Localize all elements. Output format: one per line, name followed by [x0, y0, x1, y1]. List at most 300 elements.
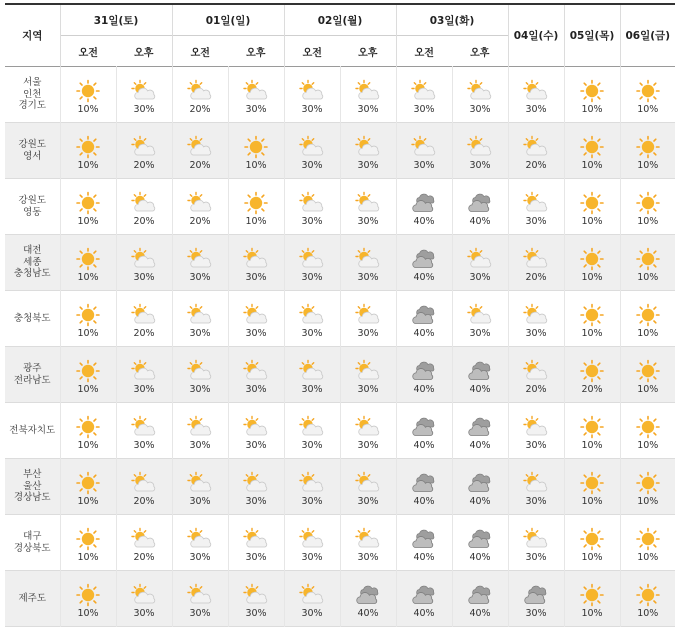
table-row [5, 459, 675, 515]
precipitation-probability: 30% [525, 215, 547, 227]
region-name-line: 전북자치도 [9, 424, 56, 436]
precipitation-probability: 20% [525, 159, 547, 171]
region-column-header: 지역 [22, 30, 43, 42]
forecast-cell [116, 235, 172, 291]
precipitation-probability: 30% [357, 159, 379, 171]
partly-cloudy-icon [521, 415, 551, 439]
precipitation-probability: 30% [133, 439, 155, 451]
forecast-cell [396, 571, 452, 627]
partly-cloudy-icon [241, 583, 271, 607]
forecast-cell [452, 347, 508, 403]
partly-cloudy-icon [297, 471, 327, 495]
region-name [5, 179, 60, 235]
forecast-cell [396, 291, 452, 347]
precipitation-probability: 20% [133, 327, 155, 339]
region-name-line: 대전 [23, 245, 42, 257]
precipitation-probability: 10% [77, 495, 99, 507]
precipitation-probability: 10% [581, 271, 603, 283]
forecast-cell [116, 571, 172, 627]
precipitation-probability: 30% [189, 551, 211, 563]
region-name-line: 울산 [23, 480, 42, 492]
partly-cloudy-icon [465, 303, 495, 327]
pm-header: 오후 [470, 47, 490, 59]
forecast-cell [620, 179, 675, 235]
precipitation-probability: 20% [525, 383, 547, 395]
precipitation-probability: 10% [77, 159, 99, 171]
partly-cloudy-icon [129, 527, 159, 551]
precipitation-probability: 30% [357, 551, 379, 563]
forecast-cell [620, 515, 675, 571]
sunny-icon [73, 79, 103, 103]
sunny-icon [633, 79, 663, 103]
precipitation-probability: 30% [301, 607, 323, 619]
cloudy-icon [409, 247, 439, 271]
pm-header: 오후 [246, 47, 266, 59]
cloudy-icon [409, 471, 439, 495]
precipitation-probability: 40% [469, 383, 491, 395]
precipitation-probability: 30% [357, 495, 379, 507]
precipitation-probability: 10% [77, 607, 99, 619]
forecast-cell [284, 123, 340, 179]
precipitation-probability: 40% [413, 607, 435, 619]
forecast-cell [452, 235, 508, 291]
precipitation-probability: 10% [637, 495, 659, 507]
partly-cloudy-icon [465, 79, 495, 103]
region-name [5, 291, 60, 347]
precipitation-probability: 40% [357, 607, 379, 619]
partly-cloudy-icon [185, 303, 215, 327]
forecast-cell [564, 123, 620, 179]
precipitation-probability: 10% [637, 271, 659, 283]
forecast-cell [228, 403, 284, 459]
precipitation-probability: 20% [189, 215, 211, 227]
cloudy-icon [465, 583, 495, 607]
cloudy-icon [465, 191, 495, 215]
partly-cloudy-icon [409, 79, 439, 103]
cloudy-icon [521, 583, 551, 607]
precipitation-probability: 30% [245, 271, 267, 283]
sunny-icon [73, 527, 103, 551]
partly-cloudy-icon [241, 359, 271, 383]
precipitation-probability: 40% [413, 495, 435, 507]
forecast-cell [340, 179, 396, 235]
partly-cloudy-icon [297, 247, 327, 271]
partly-cloudy-icon [185, 415, 215, 439]
table-row [5, 291, 675, 347]
partly-cloudy-icon [297, 583, 327, 607]
partly-cloudy-icon [353, 247, 383, 271]
precipitation-probability: 30% [133, 383, 155, 395]
region-name-line: 인천 [23, 88, 42, 100]
forecast-cell [172, 291, 228, 347]
sunny-icon [73, 303, 103, 327]
forecast-cell [508, 347, 564, 403]
precipitation-probability: 30% [245, 383, 267, 395]
table-row [5, 123, 675, 179]
partly-cloudy-icon [185, 135, 215, 159]
precipitation-probability: 40% [413, 439, 435, 451]
forecast-cell [508, 179, 564, 235]
partly-cloudy-icon [241, 415, 271, 439]
forecast-cell [60, 571, 116, 627]
forecast-cell [340, 571, 396, 627]
precipitation-probability: 30% [357, 439, 379, 451]
sunny-icon [577, 359, 607, 383]
forecast-cell [172, 67, 228, 123]
precipitation-probability: 30% [301, 383, 323, 395]
sunny-icon [577, 247, 607, 271]
forecast-cell [172, 123, 228, 179]
region-name [5, 571, 60, 627]
forecast-cell [60, 235, 116, 291]
region-name [5, 347, 60, 403]
sunny-icon [73, 471, 103, 495]
table-row [5, 67, 675, 123]
date-header-0: 31일(토) [60, 4, 172, 36]
forecast-cell [60, 459, 116, 515]
precipitation-probability: 30% [189, 271, 211, 283]
forecast-cell [396, 235, 452, 291]
partly-cloudy-icon [297, 527, 327, 551]
partly-cloudy-icon [409, 135, 439, 159]
partly-cloudy-icon [297, 359, 327, 383]
sunny-icon [577, 583, 607, 607]
region-name-line: 세종 [23, 256, 42, 268]
precipitation-probability: 10% [637, 159, 659, 171]
cloudy-icon [409, 583, 439, 607]
forecast-cell [60, 347, 116, 403]
partly-cloudy-icon [353, 79, 383, 103]
precipitation-probability: 20% [133, 551, 155, 563]
forecast-cell [396, 179, 452, 235]
partly-cloudy-icon [185, 527, 215, 551]
precipitation-probability: 40% [469, 607, 491, 619]
forecast-cell [228, 123, 284, 179]
partly-cloudy-icon [465, 135, 495, 159]
partly-cloudy-icon [241, 303, 271, 327]
forecast-cell [228, 179, 284, 235]
partly-cloudy-icon [297, 303, 327, 327]
partly-cloudy-icon [129, 135, 159, 159]
forecast-cell [620, 403, 675, 459]
precipitation-probability: 40% [413, 327, 435, 339]
precipitation-probability: 30% [357, 271, 379, 283]
sunny-icon [73, 583, 103, 607]
precipitation-probability: 10% [581, 495, 603, 507]
precipitation-probability: 30% [301, 103, 323, 115]
precipitation-probability: 30% [301, 159, 323, 171]
forecast-cell [508, 459, 564, 515]
forecast-table-container [5, 3, 675, 627]
sunny-icon [633, 247, 663, 271]
am-header: 오전 [172, 36, 228, 67]
forecast-cell [564, 347, 620, 403]
region-name [5, 235, 60, 291]
precipitation-probability: 30% [189, 383, 211, 395]
precipitation-probability: 10% [581, 439, 603, 451]
region-name-line: 경상남도 [13, 492, 51, 504]
forecast-cell [228, 235, 284, 291]
table-row [5, 179, 675, 235]
forecast-cell [508, 571, 564, 627]
region-name-line: 서울 [23, 77, 42, 89]
cloudy-icon [409, 359, 439, 383]
forecast-cell [340, 403, 396, 459]
precipitation-probability: 10% [77, 551, 99, 563]
forecast-cell [340, 235, 396, 291]
precipitation-probability: 10% [581, 215, 603, 227]
forecast-cell [564, 291, 620, 347]
date-header-4: 04일(수) [508, 4, 564, 67]
region-name-line: 제주도 [18, 592, 47, 604]
partly-cloudy-icon [185, 247, 215, 271]
partly-cloudy-icon [241, 471, 271, 495]
forecast-cell [508, 403, 564, 459]
forecast-cell [284, 179, 340, 235]
precipitation-probability: 40% [469, 495, 491, 507]
sunny-icon [633, 359, 663, 383]
precipitation-probability: 30% [525, 327, 547, 339]
precipitation-probability: 20% [133, 159, 155, 171]
region-name-line: 광주 [23, 363, 42, 374]
partly-cloudy-icon [353, 527, 383, 551]
precipitation-probability: 20% [189, 103, 211, 115]
forecast-cell [60, 123, 116, 179]
forecast-cell [172, 515, 228, 571]
precipitation-probability: 30% [357, 103, 379, 115]
partly-cloudy-icon [297, 135, 327, 159]
table-row [5, 403, 675, 459]
partly-cloudy-icon [297, 79, 327, 103]
precipitation-probability: 20% [189, 159, 211, 171]
precipitation-probability: 10% [581, 551, 603, 563]
precipitation-probability: 30% [189, 607, 211, 619]
partly-cloudy-icon [241, 79, 271, 103]
forecast-cell [508, 515, 564, 571]
forecast-cell [172, 179, 228, 235]
sunny-icon [633, 415, 663, 439]
partly-cloudy-icon [297, 191, 327, 215]
forecast-cell [396, 347, 452, 403]
precipitation-probability: 10% [245, 215, 267, 227]
cloudy-icon [353, 583, 383, 607]
am-header: 오전 [284, 36, 340, 67]
forecast-cell [340, 515, 396, 571]
precipitation-probability: 10% [581, 607, 603, 619]
partly-cloudy-icon [129, 79, 159, 103]
precipitation-probability: 30% [413, 159, 435, 171]
forecast-cell [284, 459, 340, 515]
precipitation-probability: 20% [133, 215, 155, 227]
partly-cloudy-icon [521, 359, 551, 383]
sunny-icon [633, 527, 663, 551]
cloudy-icon [409, 415, 439, 439]
table-row [5, 235, 675, 291]
forecast-cell [284, 347, 340, 403]
table-row [5, 571, 675, 627]
precipitation-probability: 10% [581, 103, 603, 115]
forecast-cell [396, 459, 452, 515]
forecast-cell [284, 403, 340, 459]
sunny-icon [633, 471, 663, 495]
precipitation-probability: 30% [469, 271, 491, 283]
forecast-cell [116, 347, 172, 403]
region-name [5, 515, 60, 571]
table-row [5, 515, 675, 571]
precipitation-probability: 10% [581, 159, 603, 171]
partly-cloudy-icon [353, 471, 383, 495]
cloudy-icon [465, 415, 495, 439]
precipitation-probability: 30% [357, 215, 379, 227]
precipitation-probability: 30% [245, 551, 267, 563]
partly-cloudy-icon [129, 415, 159, 439]
precipitation-probability: 20% [581, 383, 603, 395]
forecast-cell [60, 179, 116, 235]
sunny-icon [633, 303, 663, 327]
forecast-cell [228, 347, 284, 403]
region-name-line: 부산 [23, 469, 42, 481]
sunny-icon [241, 191, 271, 215]
precipitation-probability: 10% [77, 327, 99, 339]
am-header: 오전 [396, 36, 452, 67]
partly-cloudy-icon [353, 303, 383, 327]
forecast-cell [228, 291, 284, 347]
forecast-cell [116, 291, 172, 347]
forecast-cell [620, 347, 675, 403]
precipitation-probability: 30% [245, 607, 267, 619]
precipitation-probability: 30% [245, 103, 267, 115]
partly-cloudy-icon [129, 191, 159, 215]
forecast-cell [116, 123, 172, 179]
partly-cloudy-icon [129, 583, 159, 607]
table-row [5, 347, 675, 403]
region-name-line: 강원도 [18, 195, 47, 206]
precipitation-probability: 30% [189, 327, 211, 339]
sunny-icon [73, 415, 103, 439]
forecast-cell [396, 123, 452, 179]
forecast-cell [452, 403, 508, 459]
forecast-cell [452, 179, 508, 235]
forecast-cell [60, 67, 116, 123]
precipitation-probability: 30% [189, 439, 211, 451]
partly-cloudy-icon [185, 583, 215, 607]
sunny-icon [73, 135, 103, 159]
partly-cloudy-icon [521, 135, 551, 159]
forecast-cell [396, 515, 452, 571]
sunny-icon [73, 359, 103, 383]
forecast-cell [172, 347, 228, 403]
precipitation-probability: 30% [133, 271, 155, 283]
partly-cloudy-icon [185, 471, 215, 495]
forecast-cell [116, 459, 172, 515]
partly-cloudy-icon [521, 247, 551, 271]
precipitation-probability: 20% [133, 495, 155, 507]
precipitation-probability: 30% [245, 439, 267, 451]
partly-cloudy-icon [129, 247, 159, 271]
precipitation-probability: 30% [301, 271, 323, 283]
region-name-line: 충청북도 [13, 312, 51, 324]
partly-cloudy-icon [353, 135, 383, 159]
region-name-line: 대구 [23, 531, 42, 542]
partly-cloudy-icon [521, 191, 551, 215]
precipitation-probability: 40% [413, 215, 435, 227]
forecast-cell [564, 235, 620, 291]
partly-cloudy-icon [185, 191, 215, 215]
precipitation-probability: 30% [189, 495, 211, 507]
date-header-3: 03일(화) [396, 4, 508, 36]
forecast-cell [340, 123, 396, 179]
forecast-cell [60, 403, 116, 459]
forecast-cell [396, 403, 452, 459]
region-name [5, 459, 60, 515]
forecast-cell [620, 123, 675, 179]
region-name [5, 67, 60, 123]
precipitation-probability: 30% [357, 383, 379, 395]
precipitation-probability: 30% [245, 495, 267, 507]
sunny-icon [241, 135, 271, 159]
region-name-line: 영동 [23, 206, 42, 218]
precipitation-probability: 30% [469, 103, 491, 115]
sunny-icon [73, 191, 103, 215]
partly-cloudy-icon [241, 527, 271, 551]
sunny-icon [577, 79, 607, 103]
forecast-cell [284, 571, 340, 627]
precipitation-probability: 30% [469, 327, 491, 339]
precipitation-probability: 30% [245, 327, 267, 339]
partly-cloudy-icon [521, 79, 551, 103]
forecast-cell [508, 123, 564, 179]
forecast-cell [340, 291, 396, 347]
am-header: 오전 [60, 36, 116, 67]
region-name-line: 경기도 [18, 100, 47, 112]
forecast-cell [452, 291, 508, 347]
region-name-line: 충청남도 [13, 268, 51, 280]
sunny-icon [577, 415, 607, 439]
header-date-row [5, 4, 675, 36]
precipitation-probability: 30% [133, 607, 155, 619]
precipitation-probability: 20% [525, 271, 547, 283]
precipitation-probability: 40% [469, 215, 491, 227]
precipitation-probability: 30% [301, 439, 323, 451]
date-header-2: 02일(월) [284, 4, 396, 36]
forecast-cell [60, 291, 116, 347]
partly-cloudy-icon [185, 359, 215, 383]
pm-header: 오후 [134, 47, 154, 59]
forecast-cell [564, 515, 620, 571]
precipitation-probability: 10% [637, 551, 659, 563]
forecast-cell [60, 515, 116, 571]
precipitation-probability: 10% [77, 439, 99, 451]
precipitation-probability: 40% [413, 271, 435, 283]
sunny-icon [73, 247, 103, 271]
precipitation-probability: 10% [77, 271, 99, 283]
sunny-icon [577, 303, 607, 327]
forecast-cell [116, 179, 172, 235]
partly-cloudy-icon [353, 359, 383, 383]
partly-cloudy-icon [465, 247, 495, 271]
date-header-6: 06일(금) [620, 4, 675, 67]
precipitation-probability: 40% [469, 551, 491, 563]
precipitation-probability: 30% [301, 495, 323, 507]
forecast-cell [172, 403, 228, 459]
forecast-cell [564, 571, 620, 627]
precipitation-probability: 30% [525, 439, 547, 451]
cloudy-icon [409, 527, 439, 551]
precipitation-probability: 10% [637, 439, 659, 451]
precipitation-probability: 30% [301, 551, 323, 563]
partly-cloudy-icon [353, 415, 383, 439]
cloudy-icon [465, 471, 495, 495]
